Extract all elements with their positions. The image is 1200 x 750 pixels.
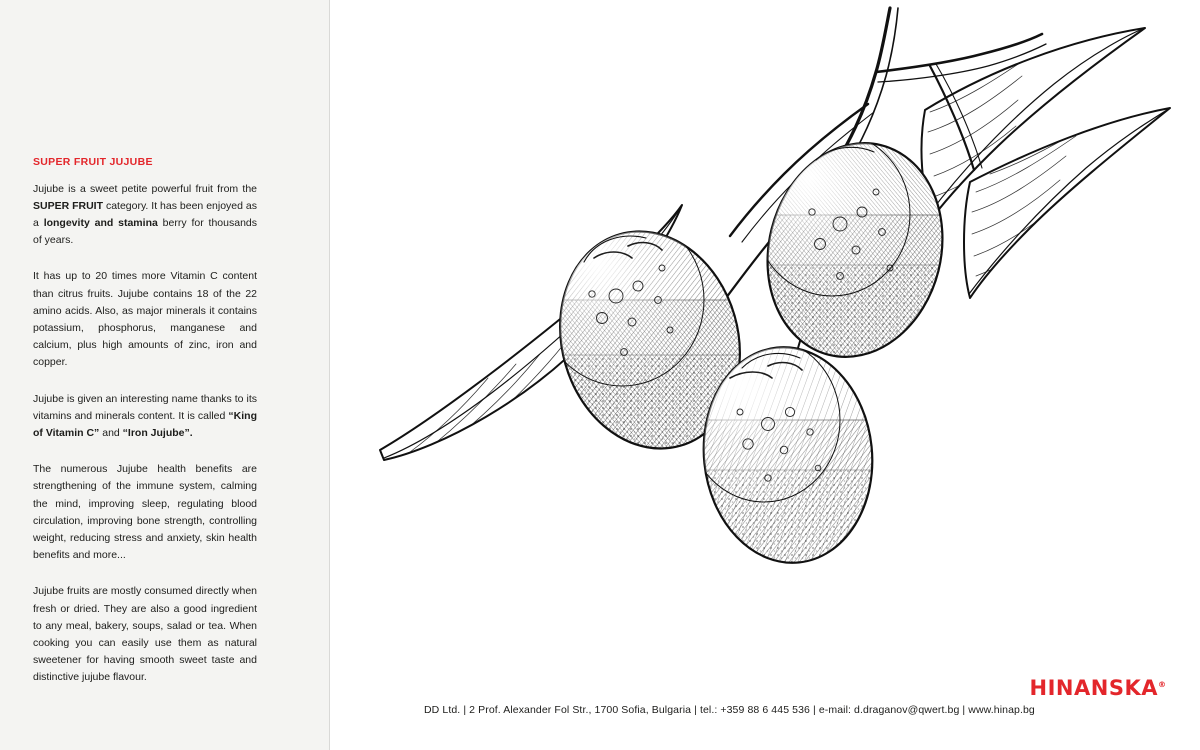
body-text: Jujube is a sweet petite powerful fruit from the (33, 182, 257, 195)
sidebar-paragraph (33, 583, 257, 686)
footer-contact-line: DD Ltd. | 2 Prof. Alexander Fol Str., 1700 Sofia, Bulgaria | tel.: +359 88 6 445 536 | e-mail: d.draganov@qwert.bg | www.hinap.bg (424, 704, 1035, 716)
body-text: Jujube fruits are mostly consumed directly when fresh or dried. They are also a good ingredient to any meal, bakery, soups, salad or tea. When cooking you can easily use them as natural sweetener for having smooth sweet taste and distinctive jujube flavour. (33, 585, 257, 684)
body-text: and (99, 427, 123, 440)
emphasis-text: longevity and stamina (43, 217, 158, 229)
emphasis-text: “Iron Jujube”. (122, 427, 193, 440)
emphasis-text: “King of Vitamin C” (33, 409, 257, 440)
sidebar-copy-block (33, 156, 257, 687)
artboard (330, 0, 1200, 750)
body-text: The numerous Jujube health benefits are strengthening of the immune system, calming the mind, improving sleep, regulating blood circulation, improving bone strength, controlling weight, reducing stress and anxiety, skin health benefits and more... (33, 463, 257, 562)
emphasis-text: SUPER FRUIT (33, 199, 104, 212)
sidebar-paragraph (33, 268, 257, 371)
sidebar-paragraphs (33, 181, 257, 687)
body-text: Jujube is given an interesting name thanks to its vitamins and minerals content. It is called (33, 392, 257, 422)
sidebar-paragraph (33, 461, 257, 564)
body-text: It has up to 20 times more Vitamin C content than citrus fruits. Jujube contains 18 of the 22 amino acids. Also, as major minerals it contains potassium, phosphorus, manganese and calcium, plus high amounts of zinc, iron and copper. (33, 270, 257, 369)
page-title: SUPER FRUIT JUJUBE (33, 156, 153, 168)
registered-mark: ® (1158, 680, 1166, 689)
brand-name: HINANSKA (1029, 676, 1158, 700)
sidebar-paragraph (33, 181, 257, 250)
jujube-branch-engraving (370, 0, 1180, 690)
sidebar-paragraph (33, 391, 257, 443)
body-text: berry for thousands of years. (33, 217, 257, 247)
brand-logo (1030, 676, 1166, 700)
body-text: category. It has been enjoyed as a (33, 199, 257, 229)
